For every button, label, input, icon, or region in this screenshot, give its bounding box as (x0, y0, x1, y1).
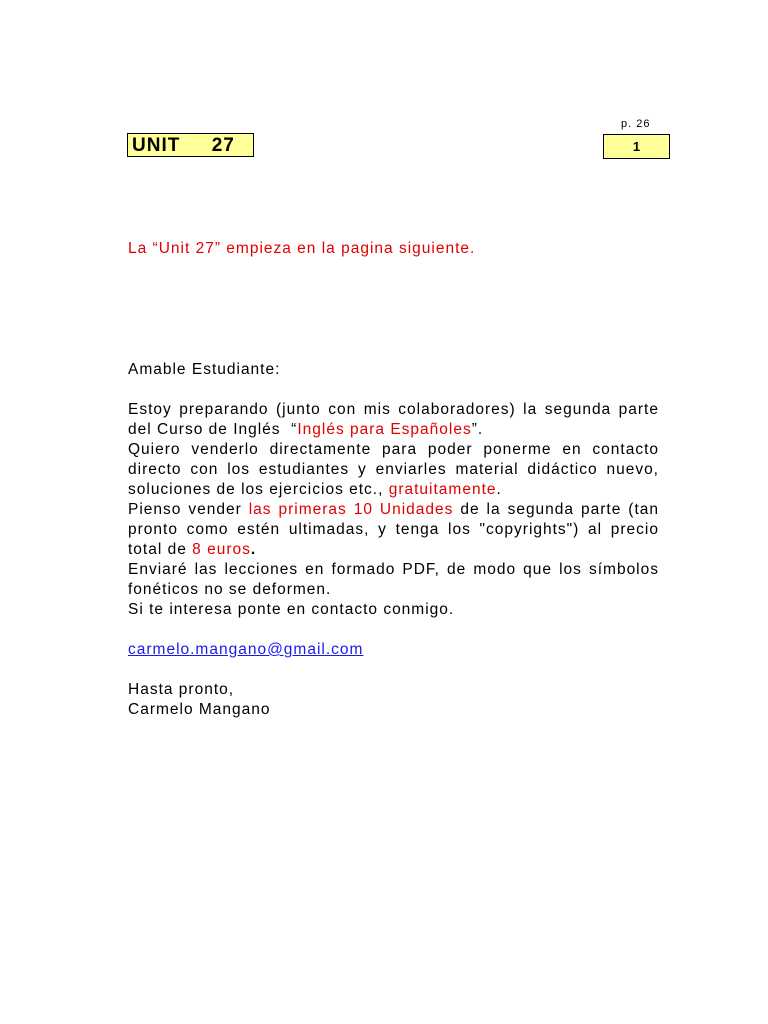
course-title: Inglés para Españoles (297, 421, 472, 438)
letter-paragraph-contact: Si te interesa ponte en contacto conmigo. (128, 601, 455, 618)
course-text: Estoy preparando (junto con mis colaboradores) la segunda parte del Curso de Inglés “ (128, 401, 659, 438)
price-highlight: 8 euros (192, 541, 251, 558)
free-highlight: gratuitamente (388, 481, 497, 498)
price-text-end: . (250, 541, 257, 558)
unit-label: UNIT (132, 135, 181, 156)
letter-signature: Carmelo Mangano (128, 701, 271, 718)
unit-start-notice: La “Unit 27” empieza en la pagina siguiente. (128, 240, 476, 257)
sale-text: Quiero venderlo directamente para poder ponerme en contacto directo con los estudiantes y enviarles material didáctico nuevo, soluciones de los ejercicios etc., (128, 441, 659, 498)
unit-number: 27 (211, 135, 235, 156)
letter-closing: Hasta pronto, (128, 681, 235, 698)
email-link[interactable]: carmelo.mangano@gmail.com (128, 641, 364, 658)
letter-body (128, 360, 659, 720)
letter-paragraph-format: Enviaré las lecciones en formado PDF, de modo que los símbolos fonéticos no se deformen. (128, 561, 659, 598)
unit-title-box (127, 133, 254, 157)
page-number: p. 26 (621, 118, 651, 130)
units-highlight: las primeras 10 Unidades (248, 501, 454, 518)
letter-paragraph-course (128, 400, 659, 440)
lesson-number-box (603, 134, 670, 159)
price-text-middle: de la segunda parte (tan pronto como estén ultimadas, y tenga los "copyrights") al precio total de (128, 501, 659, 558)
course-text-end: ”. (471, 421, 484, 438)
price-text: Pienso vender (128, 501, 249, 518)
lesson-number: 1 (632, 139, 641, 154)
sale-text-end: . (496, 481, 502, 498)
letter-paragraph-sale (128, 440, 659, 500)
letter-greeting: Amable Estudiante: (128, 361, 281, 378)
letter-paragraph-price (128, 500, 659, 560)
